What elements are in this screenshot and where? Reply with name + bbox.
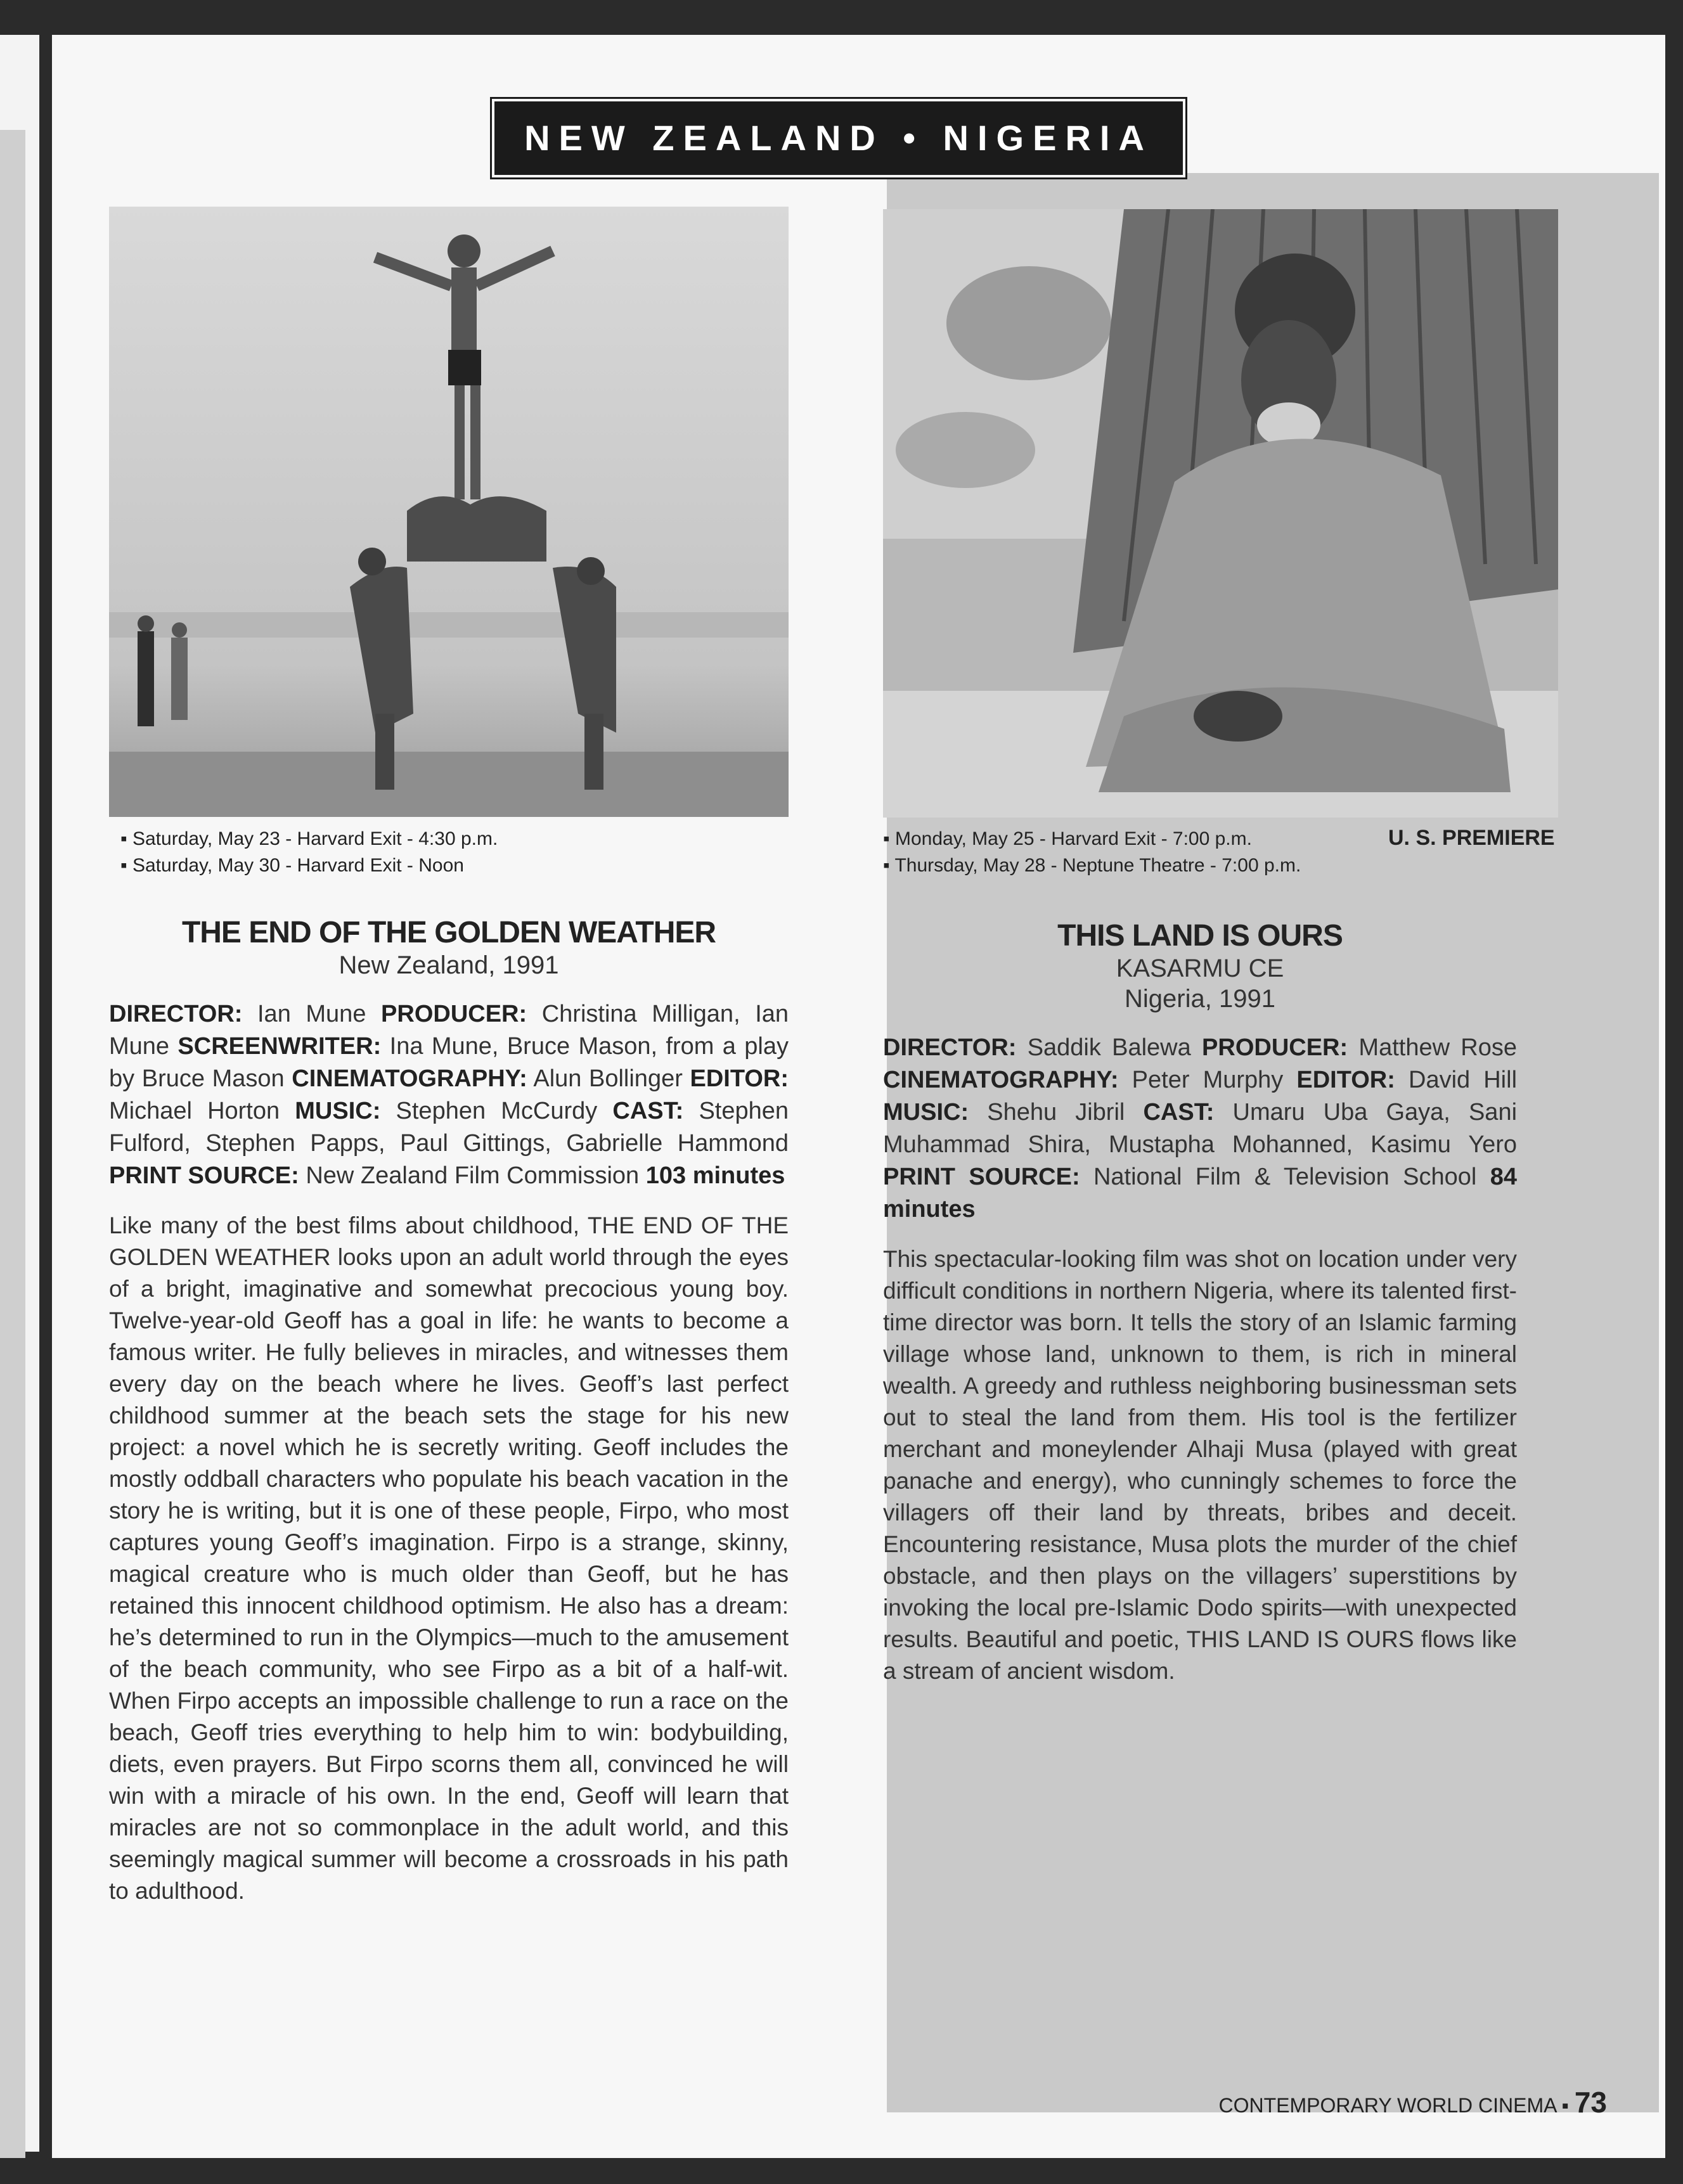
- header-title: NEW ZEALAND • NIGERIA: [524, 118, 1153, 158]
- previous-page-edge: [0, 35, 39, 2152]
- page-gutter-strip: [0, 130, 25, 2158]
- credit-cinematography: Alun Bollinger: [533, 1065, 683, 1092]
- credit-label: CAST:: [1143, 1099, 1215, 1126]
- credit-label: MUSIC:: [295, 1098, 381, 1124]
- credit-label: CINEMATOGRAPHY:: [883, 1067, 1119, 1093]
- credit-cinematography: Peter Murphy: [1132, 1067, 1284, 1093]
- showtime-1: ▪ Monday, May 25 - Harvard Exit - 7:00 p.m.: [883, 826, 1301, 852]
- film-alt-title: KASARMU CE: [1116, 954, 1284, 982]
- film-description: This spectacular-looking film was shot on location under very difficult conditions in northern Nigeria, where its talented first-time director was born. It tells the story of an Islamic farming village whose land, unknown to them, is rich in mineral wealth. A greedy and ruthless neighboring businessman sets out to steal the land from them. His tool is the fertilizer merchant and moneylender Alhaji Musa (played with great panache and energy), who cunningly schemes to force the villagers off their land by threats, bribes and deceit. Encountering resistance, Musa plots the murder of the chief obstacle, and then plays on the villagers’ superstitions by invoking the local pre-Islamic Dodo spirits—with unexpected results. Beautiful and poetic, THIS LAND IS OURS flows like a stream of ancient wisdom.: [883, 1246, 1517, 1684]
- showtime-1: ▪ Saturday, May 23 - Harvard Exit - 4:30 p.m.: [120, 826, 498, 852]
- credit-label: DIRECTOR:: [109, 1001, 243, 1027]
- film-title: THIS LAND IS OURS: [1057, 919, 1343, 953]
- credit-cast: Umaru Uba Gaya, Sani Muhammad Shira, Mustapha Mohanned, Kasimu Yero: [883, 1099, 1518, 1158]
- credit-director: Saddik Balewa: [1027, 1034, 1191, 1061]
- beach-human-pyramid-photo: [109, 207, 789, 817]
- seated-elder-photo: [883, 209, 1558, 818]
- right-film-entry: [883, 919, 1517, 1687]
- film-credits: [109, 998, 789, 1192]
- runtime: 103 minutes: [645, 1162, 785, 1189]
- credit-producer: Matthew Rose: [1358, 1034, 1517, 1061]
- credit-label: CAST:: [612, 1098, 684, 1124]
- credit-editor: Michael Horton: [109, 1098, 280, 1124]
- credit-label: DIRECTOR:: [883, 1034, 1017, 1061]
- showtime-2: ▪ Saturday, May 30 - Harvard Exit - Noon: [120, 852, 498, 879]
- film-still-left: [109, 207, 789, 817]
- credit-producer: Christina Milligan, Ian Mune: [109, 1001, 789, 1060]
- us-premiere-badge: U. S. PREMIERE: [1388, 826, 1555, 850]
- film-credits: [883, 1032, 1517, 1226]
- credit-screenwriter: Ina Mune, Bruce Mason, from a play by Bruce Mason: [109, 1033, 789, 1092]
- section-name: CONTEMPORARY WORLD CINEMA: [1218, 2094, 1556, 2117]
- credit-editor: David Hill: [1409, 1067, 1518, 1093]
- film-origin: New Zealand, 1991: [339, 951, 559, 979]
- film-origin: Nigeria, 1991: [1125, 985, 1275, 1013]
- credit-label: CINEMATOGRAPHY:: [292, 1065, 527, 1092]
- runtime: 84 minutes: [883, 1164, 1517, 1223]
- showtime-2: ▪ Thursday, May 28 - Neptune Theatre - 7:00 p.m.: [883, 852, 1301, 879]
- film-description: Like many of the best films about childhood, THE END OF THE GOLDEN WEATHER looks upon an adult world through the eyes of a bright, imaginative and somewhat precocious young boy. Twelve-year-old Geoff has a goal in life: he wants to become a famous writer. He fully believes in miracles, and witnesses them every day on the beach where he lives. Geoff’s last perfect childhood summer at the beach sets the stage for his new project: a novel which he is secretly writing. Geoff includes the mostly oddball characters who populate his beach vacation in the story he is writing, but it is one of these people, Firpo, who most captures young Geoff’s imagination. Firpo is a strange, skinny, magical creature who is much older than Geoff, but he has retained this innocent childhood optimism. He also has a dream: he’s determined to run in the Olympics—much to the amusement of the beach community, who see Firpo as a bit of a half-wit. When Firpo accepts an impossible challenge to run a race on the beach, Geoff tries everything to help him to win: bodybuilding, diets, even prayers. But Firpo scorns them all, convinced he will win with a miracle of his own. In the end, Geoff will learn that miracles are not so commonplace in the adult world, and this seemingly magical summer will become a crossroads in his path to adulthood.: [109, 1212, 789, 1904]
- page-number: 73: [1574, 2086, 1607, 2119]
- left-film-entry: [109, 916, 789, 1907]
- film-title: THE END OF THE GOLDEN WEATHER: [181, 916, 716, 949]
- right-schedule: [883, 826, 1301, 879]
- credit-director: Ian Mune: [257, 1001, 366, 1027]
- credit-label: PRODUCER:: [381, 1001, 527, 1027]
- credit-label: PRODUCER:: [1202, 1034, 1348, 1061]
- footer-separator: ▪: [1561, 2094, 1569, 2117]
- left-schedule: [120, 826, 498, 879]
- film-still-right: [883, 209, 1558, 818]
- credit-label: MUSIC:: [883, 1099, 969, 1126]
- credit-label: EDITOR:: [690, 1065, 789, 1092]
- page-footer: [1218, 2085, 1607, 2119]
- credit-cast: Stephen Fulford, Stephen Papps, Paul Gittings, Gabrielle Hammond: [109, 1098, 789, 1157]
- credit-label: SCREENWRITER:: [177, 1033, 382, 1060]
- credit-print-source: National Film & Television School: [1093, 1164, 1477, 1190]
- country-header: [494, 101, 1183, 175]
- credit-print-source: New Zealand Film Commission: [306, 1162, 640, 1189]
- credit-label: EDITOR:: [1296, 1067, 1395, 1093]
- credit-label: PRINT SOURCE:: [883, 1164, 1080, 1190]
- credit-music: Stephen McCurdy: [396, 1098, 598, 1124]
- credit-music: Shehu Jibril: [987, 1099, 1125, 1126]
- credit-label: PRINT SOURCE:: [109, 1162, 299, 1189]
